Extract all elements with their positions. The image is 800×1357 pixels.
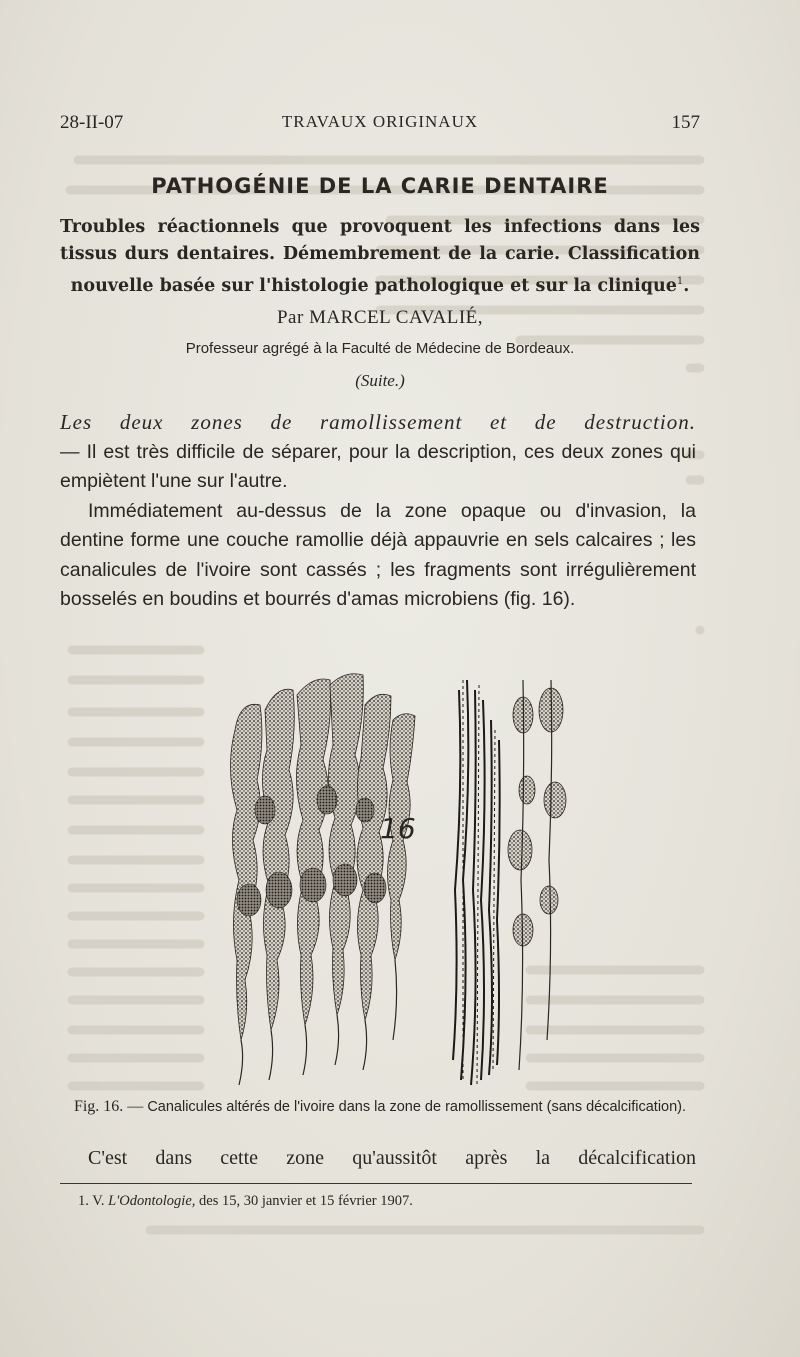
article-title: PATHOGÉNIE DE LA CARIE DENTAIRE — [151, 174, 609, 198]
figure-16-illustration — [205, 660, 715, 1090]
author-line — [60, 307, 700, 329]
footnote-mark: 1 — [676, 276, 684, 287]
header-date: 28-II-07 — [60, 112, 124, 133]
footnote-divider — [60, 1183, 692, 1184]
figure-caption — [60, 1097, 700, 1117]
subtitle-line-3-text: nouvelle basée sur l'histologie pathologique et sur la clinique — [70, 275, 677, 296]
footnote-journal: L'Odontologie, — [108, 1193, 196, 1209]
footnote-number: 1. V. — [78, 1193, 105, 1209]
running-header — [60, 112, 700, 138]
footnote — [78, 1193, 698, 1210]
paragraph-2: Immédiatement au-dessus de la zone opaque ou d'invasion, la dentine forme une couche ramollie déjà appauvrie en sels calcaires ; les canalicules de l'ivoire sont cassés ; les fragments sont irrégulièrement bosselés en boudins et bourrés d'amas microbiens (fig. 16). — [60, 499, 696, 610]
footnote-text: des 15, 30 janvier et 15 février 1907. — [199, 1193, 413, 1209]
subtitle-line-3: nouvelle basée sur l'histologie pathologique et sur la clinique$^1$. — [70, 275, 690, 296]
subtitle-line-2: tissus durs dentaires. Démembrement de la carie. Classification — [60, 244, 700, 264]
running-title: TRAVAUX ORIGINAUX — [281, 112, 479, 131]
author-affiliation: Professeur agrégé à la Faculté de Médecine de Bordeaux. — [185, 340, 575, 357]
section-heading: Les deux zones de ramollissement et de destruction. — [60, 410, 696, 434]
author-name: MARCEL CAVALIÉ, — [309, 307, 484, 328]
figure-caption-lead: Fig. 16. — — [73, 1098, 144, 1115]
figure-label: 16 — [380, 812, 416, 845]
figure-caption-text: Canalicules altérés de l'ivoire dans la zone de ramollissement (sans décalcification). — [147, 1099, 687, 1115]
page-number: 157 — [671, 112, 700, 133]
continuing-text-line: C'est dans cette zone qu'aussitôt après la décalcification — [88, 1147, 696, 1169]
article-subtitle — [60, 214, 700, 300]
continued-note: (Suite.) — [355, 371, 405, 390]
author-prefix: Par — [276, 307, 304, 328]
subtitle-line-1: Troubles réactionnels que provoquent les infections dans les — [60, 217, 700, 237]
body-text — [60, 408, 696, 615]
paragraph-1: — Il est très difficile de séparer, pour la description, ces deux zones qui empiètent l'une sur l'autre. — [60, 440, 696, 492]
